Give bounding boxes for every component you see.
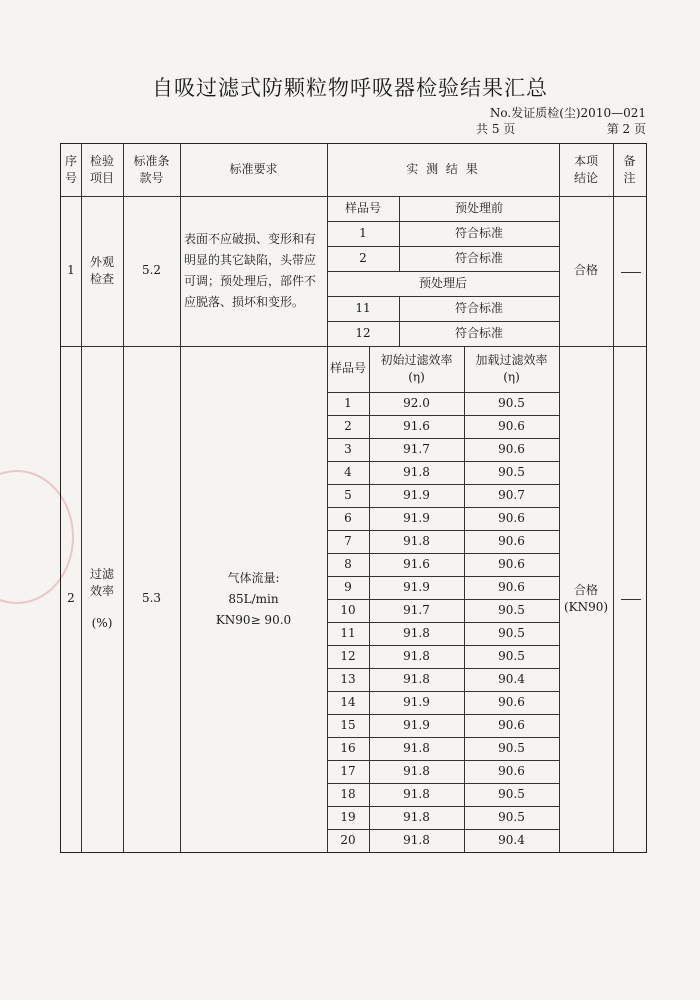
- row1-sample-header: 样品号: [344, 200, 381, 215]
- efficiency-initial: 91.6: [403, 418, 430, 433]
- efficiency-sample: 17: [340, 763, 356, 778]
- row1-requirement: 表面不应破损、变形和有明显的其它缺陷，头带应可调；预处理后，部件不应脱落、损坏和变形。: [184, 232, 317, 309]
- efficiency-loaded: 90.6: [498, 717, 525, 732]
- document-title: 自吸过滤式防颗粒物呼吸器检验结果汇总: [152, 76, 548, 100]
- total-pages: 共 5 页: [476, 122, 516, 136]
- row1-pre-header: 预处理前: [454, 200, 503, 215]
- row1-post-result: 符合标准: [454, 300, 503, 315]
- row2-initial-header: 初始过滤效率 (η): [380, 352, 453, 384]
- row1-clause: 5.2: [141, 263, 162, 278]
- efficiency-initial: 91.9: [403, 487, 430, 502]
- row2-sample-header: 样品号: [330, 361, 367, 376]
- efficiency-initial: 91.9: [403, 510, 430, 525]
- efficiency-sample: 19: [340, 809, 356, 824]
- efficiency-loaded: 90.5: [498, 464, 525, 479]
- efficiency-initial: 91.8: [403, 763, 430, 778]
- efficiency-sample: 14: [340, 694, 356, 709]
- efficiency-initial: 91.8: [403, 809, 430, 824]
- efficiency-sample: 7: [344, 533, 352, 548]
- efficiency-sample: 15: [340, 717, 356, 732]
- row1-pre-sample: 1: [359, 225, 367, 240]
- efficiency-loaded: 90.4: [498, 671, 525, 686]
- efficiency-sample: 2: [344, 418, 352, 433]
- efficiency-loaded: 90.4: [498, 832, 525, 847]
- efficiency-initial: 91.6: [403, 556, 430, 571]
- efficiency-sample: 1: [344, 395, 352, 410]
- header-clause: 标准条款号: [133, 153, 170, 185]
- row1-seq: 1: [67, 263, 75, 278]
- header-measured: 实 测 结 果: [406, 162, 480, 177]
- efficiency-loaded: 90.6: [498, 694, 525, 709]
- efficiency-sample: 8: [344, 556, 352, 571]
- results-table: [60, 143, 647, 853]
- row2-item: 过滤效率 (%): [89, 566, 114, 630]
- header-remarks: 备注: [623, 153, 636, 185]
- row2-loaded-header: 加载过滤效率 (η): [475, 352, 548, 384]
- row1-pre-result: 符合标准: [454, 250, 503, 265]
- efficiency-initial: 91.8: [403, 671, 430, 686]
- row1-pre-result: 符合标准: [454, 225, 503, 240]
- efficiency-sample: 3: [344, 441, 352, 456]
- efficiency-loaded: 90.6: [498, 533, 525, 548]
- row1-item: 外观检查: [89, 254, 114, 286]
- header-seq: 序号: [64, 153, 77, 185]
- efficiency-loaded: 90.5: [498, 648, 525, 663]
- efficiency-initial: 91.8: [403, 533, 430, 548]
- efficiency-loaded: 90.5: [498, 602, 525, 617]
- row2-requirement: 气体流量: 85L/min KN90≥ 90.0: [215, 570, 292, 627]
- efficiency-loaded: 90.6: [498, 441, 525, 456]
- row1-post-result: 符合标准: [454, 325, 503, 340]
- row1-post-sample: 12: [355, 325, 371, 340]
- efficiency-loaded: 90.5: [498, 786, 525, 801]
- header-item: 检验项目: [89, 153, 114, 185]
- row1-post-sample: 11: [355, 300, 371, 315]
- efficiency-sample: 12: [340, 648, 356, 663]
- efficiency-sample: 4: [344, 464, 352, 479]
- efficiency-sample: 6: [344, 510, 352, 525]
- efficiency-initial: 91.9: [403, 694, 430, 709]
- efficiency-initial: 91.8: [403, 786, 430, 801]
- efficiency-loaded: 90.7: [498, 487, 525, 502]
- efficiency-loaded: 90.6: [498, 763, 525, 778]
- efficiency-sample: 10: [340, 602, 356, 617]
- current-page: 第 2 页: [606, 122, 646, 136]
- row2-clause: 5.3: [141, 591, 162, 606]
- row1-pre-sample: 2: [359, 250, 367, 265]
- efficiency-initial: 91.8: [403, 625, 430, 640]
- report-number: No.发证质检(尘)2010—021: [489, 106, 646, 120]
- efficiency-sample: 18: [340, 786, 356, 801]
- efficiency-loaded: 90.6: [498, 556, 525, 571]
- header-requirement: 标准要求: [229, 162, 278, 177]
- efficiency-initial: 91.8: [403, 832, 430, 847]
- row1-remarks-dash: [621, 272, 641, 273]
- row2-seq: 2: [67, 591, 75, 606]
- efficiency-initial: 91.8: [403, 648, 430, 663]
- efficiency-loaded: 90.5: [498, 740, 525, 755]
- row1-post-header: 预处理后: [418, 275, 467, 290]
- efficiency-loaded: 90.6: [498, 510, 525, 525]
- efficiency-sample: 20: [340, 832, 356, 847]
- efficiency-initial: 91.8: [403, 464, 430, 479]
- efficiency-initial: 91.9: [403, 717, 430, 732]
- row2-conclusion: 合格 (KN90): [563, 582, 609, 614]
- efficiency-sample: 11: [340, 625, 356, 640]
- efficiency-sample: 13: [340, 671, 356, 686]
- row2-remarks-dash: [621, 599, 641, 600]
- efficiency-sample: 5: [344, 487, 352, 502]
- efficiency-initial: 92.0: [403, 395, 430, 410]
- efficiency-loaded: 90.5: [498, 395, 525, 410]
- efficiency-sample: 9: [344, 579, 352, 594]
- efficiency-initial: 91.9: [403, 579, 430, 594]
- efficiency-initial: 91.8: [403, 740, 430, 755]
- efficiency-loaded: 90.5: [498, 625, 525, 640]
- row1-conclusion: 合格: [573, 263, 598, 278]
- efficiency-loaded: 90.5: [498, 809, 525, 824]
- efficiency-loaded: 90.6: [498, 418, 525, 433]
- page-indicator: [476, 120, 646, 137]
- header-conclusion: 本项结论: [573, 153, 598, 185]
- efficiency-sample: 16: [340, 740, 356, 755]
- efficiency-loaded: 90.6: [498, 579, 525, 594]
- efficiency-initial: 91.7: [403, 602, 430, 617]
- efficiency-initial: 91.7: [403, 441, 430, 456]
